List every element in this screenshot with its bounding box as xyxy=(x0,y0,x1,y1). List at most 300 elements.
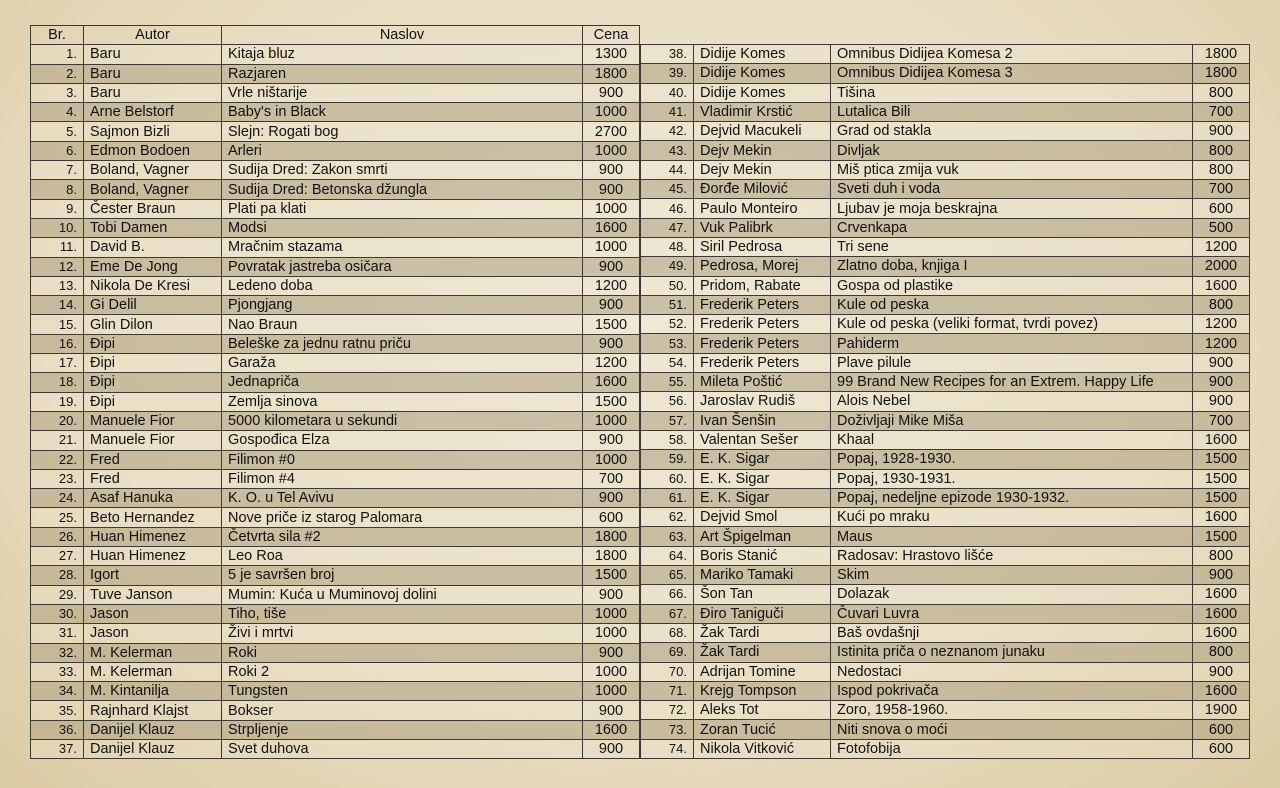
table-row xyxy=(31,180,640,199)
row-price: 1600 xyxy=(583,218,640,237)
row-price: 2000 xyxy=(1193,257,1250,276)
row-price: 1000 xyxy=(583,238,640,257)
row-title: Čuvari Luvra xyxy=(831,604,1193,623)
row-title: 5000 kilometara u sekundi xyxy=(222,411,583,430)
row-title: Strpljenje xyxy=(222,720,583,739)
table-header-row xyxy=(31,26,640,45)
row-price: 1600 xyxy=(1193,508,1250,527)
row-number: 52. xyxy=(641,315,694,334)
row-price: 600 xyxy=(1193,720,1250,739)
row-price: 1000 xyxy=(583,604,640,623)
row-price: 900 xyxy=(583,431,640,450)
row-author: E. K. Sigar xyxy=(694,469,831,488)
table-row xyxy=(641,199,1250,218)
row-author: E. K. Sigar xyxy=(694,488,831,507)
row-title: Zoro, 1958-1960. xyxy=(831,701,1193,720)
table-row xyxy=(641,546,1250,565)
row-number: 12. xyxy=(31,257,84,276)
row-price: 1600 xyxy=(583,720,640,739)
row-price: 1800 xyxy=(583,64,640,83)
row-number: 51. xyxy=(641,295,694,314)
row-author: Glin Dilon xyxy=(84,315,222,334)
row-author: Pridom, Rabate xyxy=(694,276,831,295)
row-title: Sudija Dred: Zakon smrti xyxy=(222,161,583,180)
row-title: Tiho, tiše xyxy=(222,604,583,623)
table-row xyxy=(31,720,640,739)
row-author: Frederik Peters xyxy=(694,295,831,314)
row-number: 42. xyxy=(641,122,694,141)
row-number: 62. xyxy=(641,508,694,527)
row-number: 60. xyxy=(641,469,694,488)
table-row xyxy=(31,739,640,758)
row-number: 63. xyxy=(641,527,694,546)
row-author: Tuve Janson xyxy=(84,585,222,604)
row-price: 900 xyxy=(583,334,640,353)
row-number: 27. xyxy=(31,547,84,566)
table-row xyxy=(641,585,1250,604)
row-price: 1500 xyxy=(583,392,640,411)
row-title: Povratak jastreba osičara xyxy=(222,257,583,276)
row-title: Roki xyxy=(222,643,583,662)
row-title: Popaj, nedeljne epizode 1930-1932. xyxy=(831,488,1193,507)
row-author: Gi Delil xyxy=(84,296,222,315)
table-row xyxy=(31,296,640,315)
row-number: 57. xyxy=(641,411,694,430)
row-number: 39. xyxy=(641,64,694,83)
row-price: 900 xyxy=(1193,392,1250,411)
table-row xyxy=(31,334,640,353)
row-price: 1000 xyxy=(583,141,640,160)
table-row xyxy=(641,45,1250,64)
table-row xyxy=(641,218,1250,237)
row-author: Siril Pedrosa xyxy=(694,237,831,256)
row-title: Maus xyxy=(831,527,1193,546)
table-row xyxy=(641,411,1250,430)
row-author: Valentan Sešer xyxy=(694,430,831,449)
row-title: Khaal xyxy=(831,430,1193,449)
table-row xyxy=(31,411,640,430)
row-number: 5. xyxy=(31,122,84,141)
row-number: 30. xyxy=(31,604,84,623)
row-title: Dolazak xyxy=(831,585,1193,604)
table-row xyxy=(31,624,640,643)
table-row xyxy=(641,623,1250,642)
row-title: Mumin: Kuća u Muminovoj dolini xyxy=(222,585,583,604)
row-price: 1200 xyxy=(1193,237,1250,256)
row-author: M. Kelerman xyxy=(84,662,222,681)
row-title: Crvenkapa xyxy=(831,218,1193,237)
row-author: Krejg Tompson xyxy=(694,681,831,700)
row-title: K. O. u Tel Avivu xyxy=(222,489,583,508)
row-author: Arne Belstorf xyxy=(84,103,222,122)
row-number: 38. xyxy=(641,45,694,64)
table-row xyxy=(641,430,1250,449)
row-author: Baru xyxy=(84,45,222,64)
header-number: Br. xyxy=(31,26,84,45)
row-number: 37. xyxy=(31,739,84,758)
row-author: Eme De Jong xyxy=(84,257,222,276)
row-number: 25. xyxy=(31,508,84,527)
row-number: 50. xyxy=(641,276,694,295)
row-title: Garaža xyxy=(222,354,583,373)
row-author: Đorđe Milović xyxy=(694,180,831,199)
row-number: 49. xyxy=(641,257,694,276)
row-number: 13. xyxy=(31,276,84,295)
row-number: 58. xyxy=(641,430,694,449)
row-author: Dejvid Macukeli xyxy=(694,122,831,141)
row-price: 800 xyxy=(1193,83,1250,102)
row-author: Boland, Vagner xyxy=(84,180,222,199)
row-number: 9. xyxy=(31,199,84,218)
table-row xyxy=(641,566,1250,585)
row-number: 31. xyxy=(31,624,84,643)
table-row xyxy=(641,373,1250,392)
row-number: 4. xyxy=(31,103,84,122)
table-row xyxy=(641,392,1250,411)
row-author: Đipi xyxy=(84,354,222,373)
table-row xyxy=(641,257,1250,276)
row-title: Sveti duh i voda xyxy=(831,180,1193,199)
row-price: 1600 xyxy=(1193,623,1250,642)
row-price: 800 xyxy=(1193,546,1250,565)
row-title: Vrle ništarije xyxy=(222,83,583,102)
row-title: Razjaren xyxy=(222,64,583,83)
table-row xyxy=(31,604,640,623)
row-author: Frederik Peters xyxy=(694,353,831,372)
row-price: 900 xyxy=(1193,662,1250,681)
row-author: Mariko Tamaki xyxy=(694,566,831,585)
row-author: Paulo Monteiro xyxy=(694,199,831,218)
table-row xyxy=(641,681,1250,700)
table-row xyxy=(641,353,1250,372)
price-list-table-right xyxy=(640,44,1250,759)
row-author: Manuele Fior xyxy=(84,431,222,450)
row-title: Bokser xyxy=(222,701,583,720)
table-row xyxy=(641,604,1250,623)
row-title: Mračnim stazama xyxy=(222,238,583,257)
row-number: 46. xyxy=(641,199,694,218)
row-price: 900 xyxy=(1193,353,1250,372)
row-author: Edmon Bodoen xyxy=(84,141,222,160)
table-row xyxy=(641,180,1250,199)
table-row xyxy=(31,489,640,508)
row-author: Mileta Poštić xyxy=(694,373,831,392)
row-author: Danijel Klauz xyxy=(84,720,222,739)
table-row xyxy=(641,469,1250,488)
row-author: Dejv Mekin xyxy=(694,160,831,179)
row-price: 1000 xyxy=(583,450,640,469)
row-price: 1300 xyxy=(583,45,640,64)
row-number: 33. xyxy=(31,662,84,681)
row-title: Omnibus Didijea Komesa 3 xyxy=(831,64,1193,83)
row-price: 1500 xyxy=(583,315,640,334)
row-number: 53. xyxy=(641,334,694,353)
row-title: Nedostaci xyxy=(831,662,1193,681)
row-title: Popaj, 1928-1930. xyxy=(831,450,1193,469)
row-number: 70. xyxy=(641,662,694,681)
row-price: 900 xyxy=(583,296,640,315)
row-price: 900 xyxy=(583,701,640,720)
row-price: 1500 xyxy=(583,566,640,585)
row-price: 1600 xyxy=(583,373,640,392)
row-price: 900 xyxy=(583,643,640,662)
row-price: 1200 xyxy=(1193,315,1250,334)
row-author: Huan Himenez xyxy=(84,547,222,566)
row-title: Kule od peska xyxy=(831,295,1193,314)
row-title: Doživljaji Mike Miša xyxy=(831,411,1193,430)
row-number: 23. xyxy=(31,469,84,488)
row-number: 59. xyxy=(641,450,694,469)
row-author: Pedrosa, Morej xyxy=(694,257,831,276)
row-title: Niti snova o moći xyxy=(831,720,1193,739)
row-price: 1800 xyxy=(583,547,640,566)
table-row xyxy=(641,122,1250,141)
row-author: Rajnhard Klajst xyxy=(84,701,222,720)
row-price: 1000 xyxy=(583,624,640,643)
row-title: Zemlja sinova xyxy=(222,392,583,411)
row-author: Didije Komes xyxy=(694,45,831,64)
row-title: Ljubav je moja beskrajna xyxy=(831,199,1193,218)
table-row xyxy=(641,237,1250,256)
row-price: 1000 xyxy=(583,103,640,122)
row-price: 1600 xyxy=(1193,585,1250,604)
row-author: Žak Tardi xyxy=(694,623,831,642)
row-author: Sajmon Bizli xyxy=(84,122,222,141)
row-number: 40. xyxy=(641,83,694,102)
row-author: Manuele Fior xyxy=(84,411,222,430)
row-price: 1200 xyxy=(583,354,640,373)
row-title: Leo Roa xyxy=(222,547,583,566)
row-number: 3. xyxy=(31,83,84,102)
row-author: Didije Komes xyxy=(694,64,831,83)
row-price: 1200 xyxy=(583,276,640,295)
row-author: Nikola De Kresi xyxy=(84,276,222,295)
row-title: Svet duhova xyxy=(222,739,583,758)
table-row xyxy=(641,739,1250,758)
row-number: 48. xyxy=(641,237,694,256)
row-price: 1600 xyxy=(1193,681,1250,700)
row-price: 1800 xyxy=(1193,64,1250,83)
table-row xyxy=(641,141,1250,160)
table-row xyxy=(31,354,640,373)
row-title: Četvrta sila #2 xyxy=(222,527,583,546)
table-row xyxy=(641,334,1250,353)
row-price: 1000 xyxy=(583,682,640,701)
table-row xyxy=(31,141,640,160)
row-title: Baš ovdašnji xyxy=(831,623,1193,642)
row-price: 800 xyxy=(1193,141,1250,160)
row-number: 19. xyxy=(31,392,84,411)
row-price: 700 xyxy=(1193,180,1250,199)
row-number: 22. xyxy=(31,450,84,469)
row-number: 71. xyxy=(641,681,694,700)
header-title: Naslov xyxy=(222,26,583,45)
row-title: 99 Brand New Recipes for an Extrem. Happy Life xyxy=(831,373,1193,392)
row-number: 54. xyxy=(641,353,694,372)
table-row xyxy=(31,643,640,662)
row-price: 800 xyxy=(1193,295,1250,314)
table-row xyxy=(641,83,1250,102)
row-price: 600 xyxy=(583,508,640,527)
row-author: Fred xyxy=(84,469,222,488)
row-number: 72. xyxy=(641,701,694,720)
row-author: Baru xyxy=(84,83,222,102)
row-title: Omnibus Didijea Komesa 2 xyxy=(831,45,1193,64)
row-title: Lutalica Bili xyxy=(831,102,1193,121)
table-row xyxy=(641,315,1250,334)
row-price: 1500 xyxy=(1193,450,1250,469)
row-price: 1600 xyxy=(1193,276,1250,295)
table-row xyxy=(31,161,640,180)
row-author: Nikola Vitković xyxy=(694,739,831,758)
row-number: 14. xyxy=(31,296,84,315)
row-title: Filimon #4 xyxy=(222,469,583,488)
table-row xyxy=(31,508,640,527)
row-author: Vuk Palibrk xyxy=(694,218,831,237)
header-author: Autor xyxy=(84,26,222,45)
row-price: 1000 xyxy=(583,662,640,681)
table-row xyxy=(641,160,1250,179)
row-number: 1. xyxy=(31,45,84,64)
row-number: 6. xyxy=(31,141,84,160)
row-title: Tungsten xyxy=(222,682,583,701)
row-title: Istinita priča o neznanom junaku xyxy=(831,643,1193,662)
row-number: 73. xyxy=(641,720,694,739)
table-row xyxy=(31,662,640,681)
row-author: Danijel Klauz xyxy=(84,739,222,758)
row-author: Đipi xyxy=(84,373,222,392)
row-title: Tišina xyxy=(831,83,1193,102)
table-row xyxy=(31,469,640,488)
price-list-table-left xyxy=(30,25,640,759)
row-title: Fotofobija xyxy=(831,739,1193,758)
row-price: 500 xyxy=(1193,218,1250,237)
row-price: 1500 xyxy=(1193,527,1250,546)
row-author: Vladimir Krstić xyxy=(694,102,831,121)
row-title: Modsi xyxy=(222,218,583,237)
table-row xyxy=(31,315,640,334)
row-number: 17. xyxy=(31,354,84,373)
row-author: Đipi xyxy=(84,392,222,411)
table-body-left xyxy=(31,45,640,759)
row-number: 18. xyxy=(31,373,84,392)
row-number: 41. xyxy=(641,102,694,121)
row-title: Plave pilule xyxy=(831,353,1193,372)
row-number: 61. xyxy=(641,488,694,507)
row-author: Igort xyxy=(84,566,222,585)
row-author: Didije Komes xyxy=(694,83,831,102)
table-row xyxy=(31,122,640,141)
row-author: Šon Tan xyxy=(694,585,831,604)
row-author: Adrijan Tomine xyxy=(694,662,831,681)
row-price: 900 xyxy=(1193,122,1250,141)
row-title: Jednapriča xyxy=(222,373,583,392)
row-price: 900 xyxy=(583,83,640,102)
table-row xyxy=(641,643,1250,662)
row-title: Gospođica Elza xyxy=(222,431,583,450)
row-title: Pahiderm xyxy=(831,334,1193,353)
row-price: 900 xyxy=(583,161,640,180)
row-number: 20. xyxy=(31,411,84,430)
row-number: 11. xyxy=(31,238,84,257)
row-number: 21. xyxy=(31,431,84,450)
row-title: Skim xyxy=(831,566,1193,585)
row-title: Tri sene xyxy=(831,237,1193,256)
row-author: Aleks Tot xyxy=(694,701,831,720)
row-title: Beleške za jednu ratnu priču xyxy=(222,334,583,353)
row-number: 55. xyxy=(641,373,694,392)
row-author: M. Kelerman xyxy=(84,643,222,662)
row-price: 1200 xyxy=(1193,334,1250,353)
row-title: Arleri xyxy=(222,141,583,160)
row-author: Čester Braun xyxy=(84,199,222,218)
row-number: 65. xyxy=(641,566,694,585)
row-number: 28. xyxy=(31,566,84,585)
table-row xyxy=(641,450,1250,469)
row-title: Kitaja bluz xyxy=(222,45,583,64)
table-row xyxy=(641,508,1250,527)
table-row xyxy=(31,45,640,64)
row-title: Radosav: Hrastovo lišće xyxy=(831,546,1193,565)
row-number: 66. xyxy=(641,585,694,604)
table-row xyxy=(31,238,640,257)
row-price: 1500 xyxy=(1193,488,1250,507)
row-title: Alois Nebel xyxy=(831,392,1193,411)
row-author: Beto Hernandez xyxy=(84,508,222,527)
row-price: 1900 xyxy=(1193,701,1250,720)
row-price: 900 xyxy=(1193,373,1250,392)
row-number: 16. xyxy=(31,334,84,353)
row-author: Boris Stanić xyxy=(694,546,831,565)
row-title: Baby's in Black xyxy=(222,103,583,122)
row-number: 2. xyxy=(31,64,84,83)
row-title: Roki 2 xyxy=(222,662,583,681)
table-row xyxy=(31,199,640,218)
row-number: 35. xyxy=(31,701,84,720)
row-price: 1000 xyxy=(583,411,640,430)
row-author: Zoran Tucić xyxy=(694,720,831,739)
table-row xyxy=(641,64,1250,83)
table-row xyxy=(641,662,1250,681)
row-number: 45. xyxy=(641,180,694,199)
table-row xyxy=(641,102,1250,121)
row-author: Frederik Peters xyxy=(694,334,831,353)
table-row xyxy=(31,83,640,102)
row-author: Fred xyxy=(84,450,222,469)
row-author: Jaroslav Rudiš xyxy=(694,392,831,411)
row-price: 1500 xyxy=(1193,469,1250,488)
row-price: 700 xyxy=(583,469,640,488)
row-number: 67. xyxy=(641,604,694,623)
row-title: Kule od peska (veliki format, tvrdi povez) xyxy=(831,315,1193,334)
row-price: 1600 xyxy=(1193,604,1250,623)
row-number: 8. xyxy=(31,180,84,199)
row-author: Đipi xyxy=(84,334,222,353)
row-author: Huan Himenez xyxy=(84,527,222,546)
row-number: 47. xyxy=(641,218,694,237)
table-row xyxy=(641,720,1250,739)
row-title: Ledeno doba xyxy=(222,276,583,295)
row-price: 700 xyxy=(1193,102,1250,121)
row-title: Divljak xyxy=(831,141,1193,160)
row-title: Filimon #0 xyxy=(222,450,583,469)
row-title: Pjongjang xyxy=(222,296,583,315)
table-row xyxy=(31,373,640,392)
row-number: 15. xyxy=(31,315,84,334)
row-number: 74. xyxy=(641,739,694,758)
row-author: David B. xyxy=(84,238,222,257)
row-author: Žak Tardi xyxy=(694,643,831,662)
